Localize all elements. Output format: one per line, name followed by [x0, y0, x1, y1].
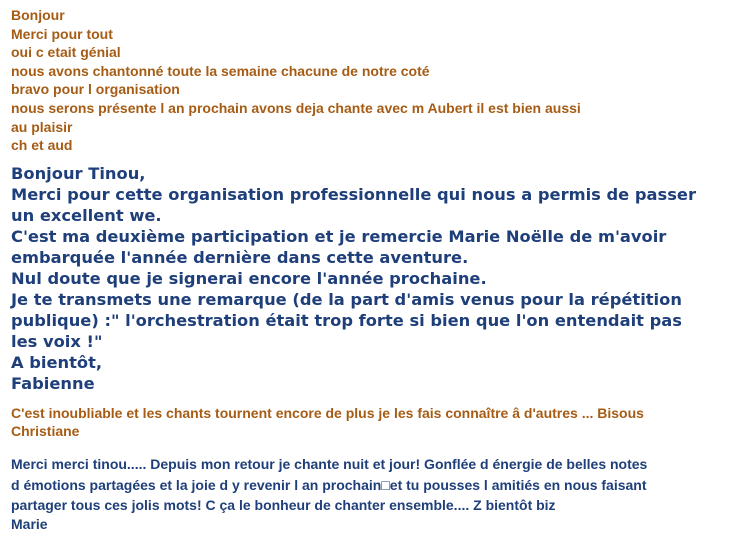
message-signature: ch et aud	[11, 137, 73, 154]
message-line: Merci merci tinou..... Depuis mon retour je chante nuit et jour! Gonflée d énergie de belles notes	[11, 456, 648, 472]
message-line: publique) :" l'orchestration était trop forte si bien que l'on entendait pas	[11, 311, 682, 330]
message-signature: Marie	[11, 515, 48, 532]
message-line: les voix !"	[11, 332, 103, 351]
message-line: oui c etait génial	[11, 44, 121, 61]
guestbook-message-ch-et-aud	[11, 6, 581, 155]
message-signature: Fabienne	[11, 374, 95, 393]
message-line: Nul doute que je signerai encore l'année prochaine.	[11, 269, 487, 288]
message-line: Merci pour tout	[11, 25, 113, 42]
guestbook-message-marie	[11, 454, 647, 533]
message-line: Bonjour	[11, 7, 65, 23]
message-line: nous serons présente l an prochain avons deja chante avec m Aubert il est bien aussi	[11, 99, 581, 116]
message-line: C'est inoubliable et les chants tournent encore de plus je les fais connaître â d'autres ... Bisous	[11, 405, 644, 421]
message-line: partager tous ces jolis mots! C ça le bonheur de chanter ensemble.... Z bientôt biz	[11, 497, 556, 513]
message-line: C'est ma deuxième participation et je remercie Marie Noëlle de m'avoir	[11, 227, 667, 246]
message-line: d émotions partagées et la joie d y revenir l an prochain□et tu pousses l amitiés en nous faisant	[11, 476, 647, 493]
message-line: Je te transmets une remarque (de la part d'amis venus pour la répétition	[11, 290, 682, 309]
message-line: Merci pour cette organisation professionnelle qui nous a permis de passer	[11, 185, 696, 204]
message-line: embarquée l'année dernière dans cette aventure.	[11, 248, 469, 267]
message-signature: Christiane	[11, 423, 80, 439]
message-line: A bientôt,	[11, 353, 103, 372]
guestbook-message-christiane	[11, 404, 644, 440]
guestbook-message-fabienne	[11, 163, 696, 394]
message-line: Bonjour Tinou,	[11, 164, 146, 183]
message-line: au plaisir	[11, 118, 73, 135]
message-line: nous avons chantonné toute la semaine chacune de notre coté	[11, 62, 430, 79]
message-line: un excellent we.	[11, 206, 162, 225]
message-line: bravo pour l organisation	[11, 81, 180, 98]
